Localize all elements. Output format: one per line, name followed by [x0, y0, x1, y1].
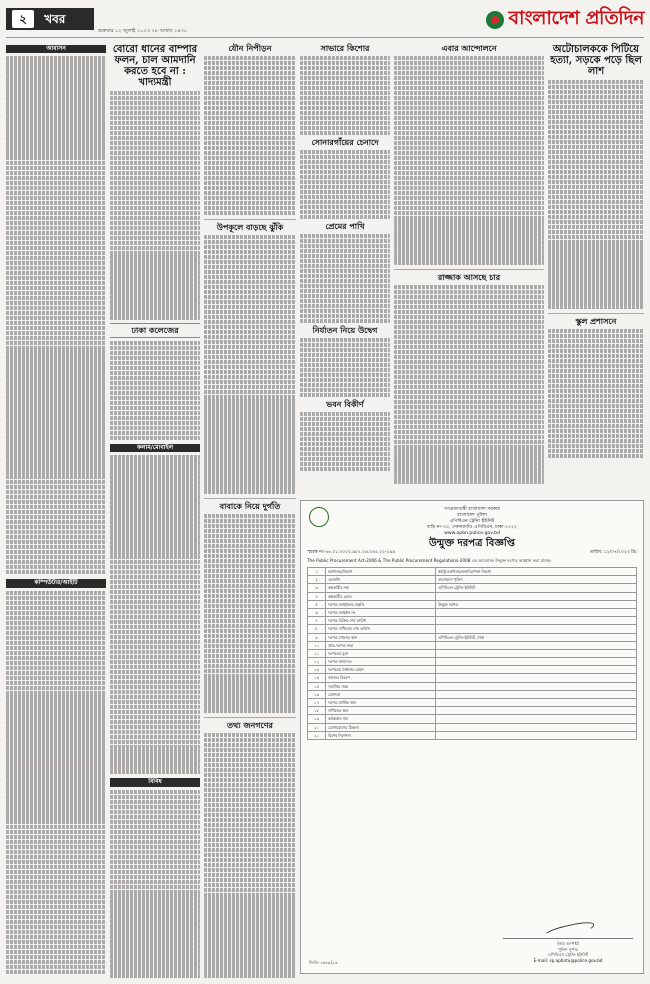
notice-cell-key: যোগাযোগের ঠিকানা [326, 723, 436, 731]
notice-org-2: এপিবিএন ট্রেনিং ইউনিট [449, 519, 495, 524]
dateline: শুক্রবার ১২ জুলাই ২০২৩ ২৮ আষাঢ় ১৪৩০ [98, 28, 188, 34]
notice-cell-no: ৬ [308, 608, 326, 616]
divider [204, 717, 296, 718]
brand-logo-icon [486, 11, 504, 29]
notice-cell-value: এপিবিএন ট্রেনিং ইউনিট, ঢাকা [436, 633, 637, 641]
headline-razzak[interactable]: রাজ্জাক আসছে চার [437, 272, 501, 282]
notice-table-row [308, 641, 637, 649]
notice-cell-no: ১১ [308, 649, 326, 657]
notice-cell-no: ১৯ [308, 715, 326, 723]
notice-table-row [308, 608, 637, 616]
notice-cell-no: ১ [308, 568, 326, 576]
notice-cell-no: ২ [308, 576, 326, 584]
notice-cell-no: ৭ [308, 617, 326, 625]
notice-cell-key: দরপত্র খোলার স্থান [326, 633, 436, 641]
notice-date: তারিখ: ১২/০৭/২০২৩ খ্রি: [589, 550, 637, 555]
news-column-6 [548, 42, 644, 497]
section-label: খবর [44, 12, 66, 26]
headline-sonargaon[interactable]: সোনারগাঁয়ের চেনাদে [311, 137, 379, 147]
notice-table-row [308, 699, 637, 707]
headline-public-info[interactable]: তথ্য জনগণের [227, 720, 273, 730]
headline-father[interactable]: বাবাকে নিয়ে দুর্গতি [219, 501, 281, 511]
notice-cell-no: ৮ [308, 625, 326, 633]
notice-cell-value: বাংলাদেশ পুলিশ [436, 576, 637, 584]
notice-cell-key: যোগ্যতা [326, 690, 436, 698]
notice-cell-value [436, 608, 637, 616]
article-body-5 [204, 514, 296, 714]
signature [503, 921, 633, 939]
divider [394, 269, 544, 270]
notice-cell-key: দরপত্রের বৈধতার মেয়াদ [326, 666, 436, 674]
notice-cell-key: দরপত্র প্রাপ্তির স্থান [326, 699, 436, 707]
headline-savar-teen[interactable]: সাভারে কিশোর [320, 43, 370, 53]
notice-cell-key: ক্রয়কারীর কোড [326, 592, 436, 600]
notice-cell-key: ক্রয়কারীর নাম [326, 584, 436, 592]
masthead [6, 6, 644, 38]
notice-website[interactable]: www.apbn.police.gov.bd [444, 531, 500, 536]
notice-cell-key: দরপত্র জামানত [326, 658, 436, 666]
notice-cell-value [436, 649, 637, 657]
classified-text-block-3 [110, 455, 200, 775]
notice-cell-value: উন্মুক্ত দরপত্র [436, 600, 637, 608]
divider [204, 219, 296, 220]
notice-table-row [308, 592, 637, 600]
article-body-10 [300, 338, 390, 398]
signatory-email[interactable]: E-mail: sp.apbntu@police.gov.bd [533, 957, 603, 963]
classifieds-column-1 [6, 42, 106, 978]
notice-cell-value [436, 625, 637, 633]
article-body-11 [300, 412, 390, 472]
article-body-14 [548, 80, 644, 310]
notice-memo: স্মারক নং-৪৪.০১.০০০০.৯৮২.০৬.০৪৫.২২-২৯৯ [307, 550, 396, 555]
classified-text-block-2 [6, 591, 106, 971]
notice-table-row [308, 617, 637, 625]
headline-coastal-risk[interactable]: উপকূলে বাড়ছে ঝুঁকি [216, 222, 284, 232]
news-column-3 [204, 42, 296, 978]
article-body-12 [394, 56, 544, 266]
signatory-title: পুলিশ সুপার [557, 946, 579, 952]
notice-cell-value [436, 617, 637, 625]
notice-cell-key: দরপত্র আহ্বান নং [326, 608, 436, 616]
news-column-5 [394, 42, 544, 497]
notice-cell-value [436, 666, 637, 674]
notice-cell-value [436, 699, 637, 707]
notice-cell-no: ১৭ [308, 699, 326, 707]
notice-table-row [308, 649, 637, 657]
notice-cell-value [436, 682, 637, 690]
notice-cell-key: দাখিলের স্থান [326, 707, 436, 715]
notice-cell-key: কাজের বিবরণ [326, 674, 436, 682]
notice-org-3: বাড়ি নং-৩০, সোনারগাঁও এপিবিএন, ঢাকা-১২২২ [426, 525, 518, 530]
divider [204, 498, 296, 499]
notice-cell-value [436, 690, 637, 698]
notice-cell-key: এজেন্সি [326, 576, 436, 584]
notice-cell-key: দরপত্র বিক্রির শেষ তারিখ [326, 617, 436, 625]
notice-cell-value [436, 658, 637, 666]
notice-cell-value [436, 592, 637, 600]
notice-cell-no: ১২ [308, 658, 326, 666]
headline-auto-driver[interactable]: অটোচালককে পিটিয়ে হত্যা, সড়কে পড়ে ছিল লাশ [550, 44, 642, 77]
notice-cell-key: বিশেষ নির্দেশনা [326, 731, 436, 739]
news-column-4 [300, 42, 390, 497]
notice-cell-no: ১৫ [308, 682, 326, 690]
notice-table-row [308, 707, 637, 715]
headline-movement[interactable]: এবার আন্দোলনে [441, 43, 497, 53]
notice-cell-value [436, 707, 637, 715]
headline-torture-concern[interactable]: নির্যাতন নিয়ে উদ্বেগ [312, 325, 378, 335]
notice-table-row [308, 568, 637, 576]
divider [548, 313, 644, 314]
article-body-3 [204, 56, 296, 216]
notice-table-row [308, 674, 637, 682]
headline-harassment[interactable]: যৌন নিপীড়ন [228, 43, 272, 53]
notice-ref: জিডি-১৬৪৯/২৩ [309, 960, 338, 965]
notice-cell-key: কর্মকর্তার নাম [326, 715, 436, 723]
notice-table-row [308, 715, 637, 723]
brand-name: বাংলাদেশ প্রতিদিন [508, 7, 644, 29]
notice-intro: The Public Procurement Act-2006 & The Public Procurement Regulations-2008 এর আলোকে উন্মুক্ত দরপত্র আহ্বান করা যাচ্ছে। [307, 558, 552, 563]
notice-table-row [308, 625, 637, 633]
article-body-8 [300, 150, 390, 220]
classified-text-block-4 [110, 790, 200, 978]
notice-cell-no: ১৩ [308, 666, 326, 674]
notice-cell-value [436, 674, 637, 682]
article-body-2 [110, 341, 200, 441]
notice-org-1: বাংলাদেশ পুলিশ [457, 513, 487, 518]
headline-dhaka-college[interactable]: ঢাকা কলেজের [110, 323, 200, 338]
notice-table-row [308, 658, 637, 666]
notice-cell-no: ৩ [308, 584, 326, 592]
section-head-misc: বিবিধ [110, 778, 200, 786]
notice-title: উন্মুক্ত দরপত্র বিজ্ঞপ্তি [428, 538, 515, 549]
notice-cell-key: দরপত্র দাখিলের শেষ তারিখ [326, 625, 436, 633]
headline-building[interactable]: ভবন বিকীর্ণ [326, 399, 364, 409]
notice-cell-no: ১০ [308, 641, 326, 649]
headline-rice-harvest[interactable]: বোরো ধানের বাম্পার ফলন, চাল আমদানি করতে হবে না : খাদ্যমন্ত্রী [112, 44, 198, 88]
section-head-mobile: কলাম/মোবাইল [110, 444, 200, 452]
section-head-computer: কম্পিউটার/আইটি [6, 579, 106, 587]
notice-cell-value [436, 641, 637, 649]
article-body-4 [204, 235, 296, 495]
article-body-7 [300, 56, 390, 136]
page-badge [6, 8, 94, 30]
notice-table-row [308, 633, 637, 641]
notice-table-row [308, 576, 637, 584]
notice-table [307, 567, 637, 740]
notice-cell-no: ১৪ [308, 674, 326, 682]
classified-text-block [6, 56, 106, 576]
tender-notice [300, 500, 644, 974]
signatory-name: (নাম অস্পষ্ট) [557, 941, 579, 947]
headline-school-admin[interactable]: স্কুল প্রশাসনে [575, 316, 617, 326]
notice-table-row [308, 600, 637, 608]
notice-table-row [308, 666, 637, 674]
notice-cell-value [436, 715, 637, 723]
news-column-2 [110, 42, 200, 978]
notice-issuer: গণপ্রজাতন্ত্রী বাংলাদেশ সরকার [444, 507, 500, 512]
article-body-9 [300, 234, 390, 324]
notice-cell-no: ২০ [308, 723, 326, 731]
notice-cell-no: ৫ [308, 600, 326, 608]
notice-cell-no: ৪ [308, 592, 326, 600]
notice-cell-no: ১৮ [308, 707, 326, 715]
notice-cell-key: প্রাক-দরপত্র সভা [326, 641, 436, 649]
notice-cell-value [436, 731, 637, 739]
article-body-15 [548, 329, 644, 459]
headline-love-bird[interactable]: প্রেমের পাখি [325, 221, 365, 231]
notice-cell-value: এপিবিএন ট্রেনিং ইউনিট [436, 584, 637, 592]
article-body [110, 91, 200, 321]
notice-signatory [503, 921, 633, 963]
notice-cell-value: স্বরাষ্ট্র মন্ত্রণালয়/জননিরাপত্তা বিভাগ [436, 568, 637, 576]
notice-cell-no: ২১ [308, 731, 326, 739]
notice-table-row [308, 682, 637, 690]
notice-cell-no: ৯ [308, 633, 326, 641]
notice-table-row [308, 690, 637, 698]
notice-cell-key: দরপত্রের মূল্য [326, 649, 436, 657]
notice-cell-value [436, 723, 637, 731]
article-body-13 [394, 285, 544, 485]
section-head-housing: আবাসন [6, 45, 106, 53]
notice-cell-key: মন্ত্রণালয়/বিভাগ [326, 568, 436, 576]
notice-table-row [308, 584, 637, 592]
article-body-6 [204, 733, 296, 978]
government-emblem-icon [309, 507, 329, 527]
notice-cell-no: ১৬ [308, 690, 326, 698]
notice-table-row [308, 723, 637, 731]
notice-cell-key: দরপত্র আহ্বানের প্রকৃতি [326, 600, 436, 608]
brand[interactable] [486, 6, 644, 34]
notice-cell-key: সমাপ্তির সময় [326, 682, 436, 690]
notice-table-row [308, 731, 637, 739]
signatory-org: এপিবিএন ট্রেনিং ইউনিট [547, 952, 589, 958]
page-number: ২ [12, 10, 34, 28]
